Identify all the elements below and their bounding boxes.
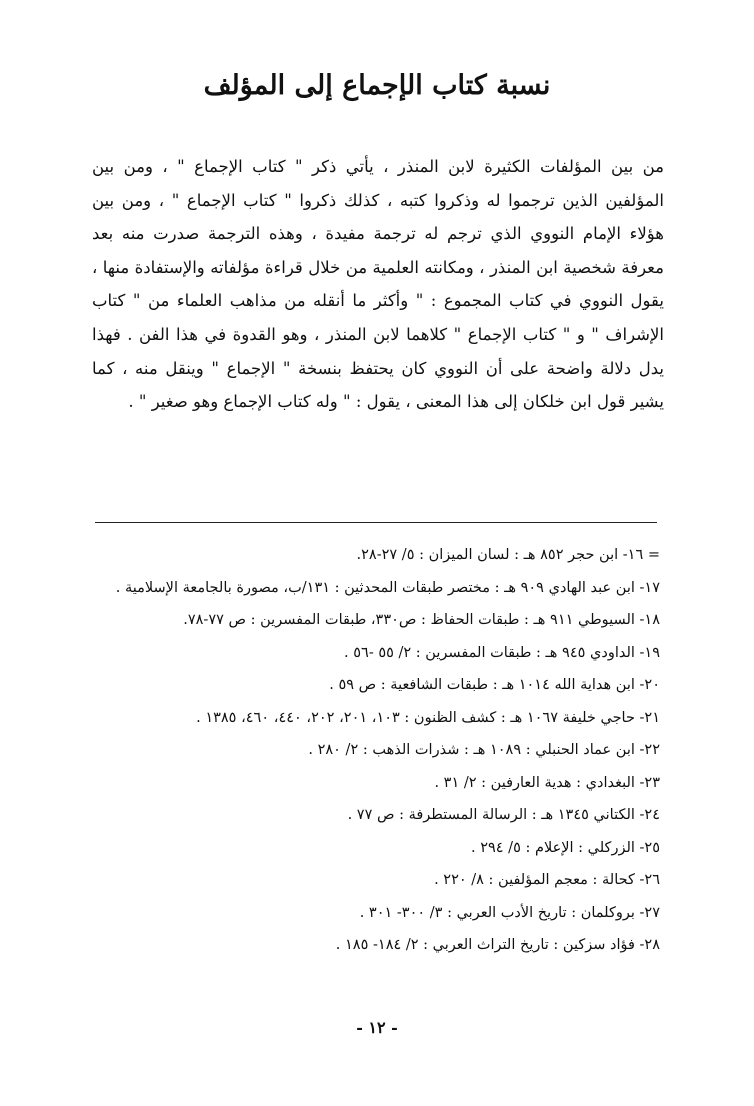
main-paragraph-block <box>92 150 664 419</box>
footnote-item: ١٨- السيوطي ٩١١ هـ : طبقات الحفاظ : ص٣٣٠، طبقات المفسرين : ص ٧٧-٧٨. <box>183 612 660 628</box>
page-title: نسبة كتاب الإجماع إلى المؤلف <box>203 70 551 101</box>
footnote-item: ٢٤- الكتاني ١٣٤٥ هـ : الرسالة المستطرفة : ص ٧٧ . <box>347 807 660 823</box>
footnote-item: ٢٢- ابن عماد الحنبلي : ١٠٨٩ هـ : شذرات الذهب : ٢/ ٢٨٠ . <box>308 742 660 758</box>
footnote-item: ٢٠- ابن هداية الله ١٠١٤ هـ : طبقات الشافعية : ص ٥٩ . <box>329 677 660 693</box>
footnote-item: ٢٨- فؤاد سزكين : تاريخ التراث العربي : ٢/ ١٨٤- ١٨٥ . <box>335 937 660 953</box>
footnote-divider <box>95 522 657 523</box>
footnote-list <box>95 539 660 962</box>
footnote-item: ٢٧- بروكلمان : تاريخ الأدب العربي : ٣/ ٣٠٠- ٣٠١ . <box>359 904 660 921</box>
footnote-item: ٢٦- كحالة : معجم المؤلفين : ٨/ ٢٢٠ . <box>434 872 660 888</box>
footnote-item: ٢٣- البغدادي : هدية العارفين : ٢/ ٣١ . <box>434 774 660 791</box>
page-number: - ١٢ - <box>356 1018 398 1037</box>
footnote-item: ١٩- الداودي ٩٤٥ هـ : طبقات المفسرين : ٢/ ٥٥ -٥٦ . <box>344 644 660 661</box>
footnote-item: = ١٦- ابن حجر ٨٥٢ هـ : لسان الميزان : ٥/ ٢٧-٢٨. <box>356 547 660 563</box>
footnote-item: ٢٥- الزركلي : الإعلام : ٥/ ٢٩٤ . <box>470 839 660 856</box>
main-paragraph: من بين المؤلفات الكثيرة لابن المنذر ، يأتي ذكر " كتاب الإجماع " ، ومن بين المؤلفين الذين ترجموا له وذكروا كتبه ، كذلك ذكروا " كتاب الإجماع " ، ومن بين هؤلاء الإمام النووي الذي ترجم له ترجمة مفيدة ، وهذه الترجمة صدرت منه بعد معرفة شخصية ابن المنذر ، ومكانته العلمية من خلال قراءة مؤلفاته والإستفادة منها ، يقول النووي في كتاب المجموع : " وأكثر ما أنقله من مذاهب العلماء من " كتاب الإشراف " و " كتاب الإجماع " كلاهما لابن المنذر ، وهو القدوة في هذا الفن . فهذا يدل دلالة واضحة على أن النووي كان يحتفظ بنسخة " الإجماع " وينقل منه ، كما يشير قول ابن خلكان إلى هذا المعنى ، يقول : " وله كتاب الإجماع وهو صغير " . <box>92 157 664 412</box>
footnote-item: ١٧- ابن عبد الهادي ٩٠٩ هـ : مختصر طبقات المحدثين : ١٣١/ب، مصورة بالجامعة الإسلامية . <box>115 579 660 596</box>
footnote-item: ٢١- حاجي خليفة ١٠٦٧ هـ : كشف الظنون : ١٠٣، ٢٠١، ٢٠٢، ٤٤٠، ٤٦٠، ١٣٨٥ . <box>196 709 660 726</box>
